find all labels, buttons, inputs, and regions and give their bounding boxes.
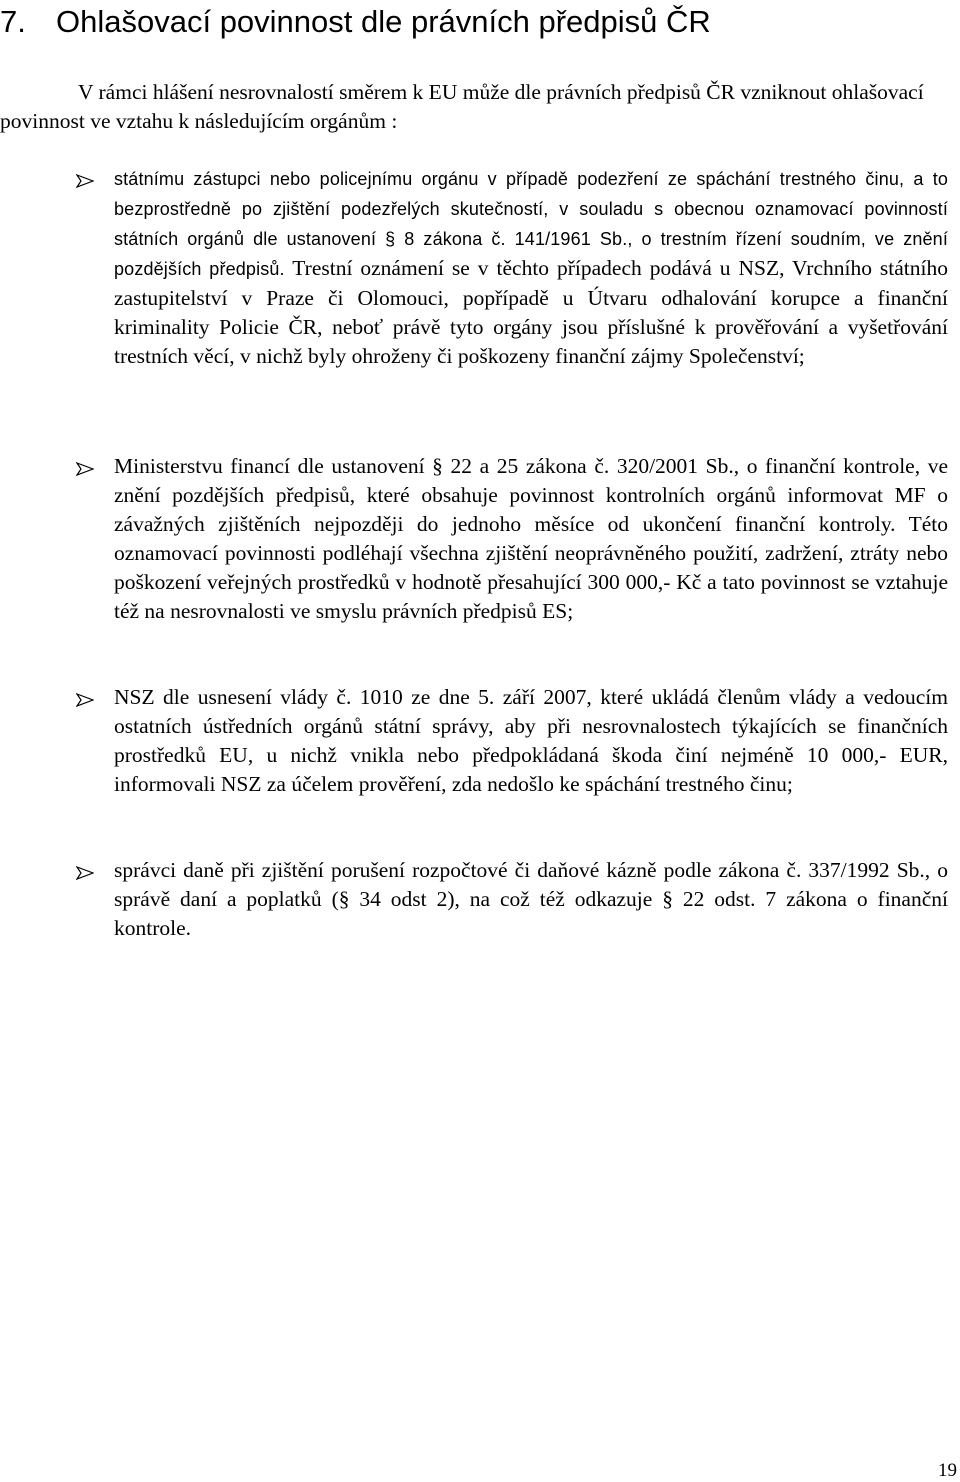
arrow-bullet-icon — [76, 693, 94, 707]
arrow-bullet-icon — [76, 174, 94, 188]
section-number: 7. — [0, 4, 26, 39]
list-item-text: správci daně při zjištění porušení rozpočtové či daňové kázně podle zákona č. 337/1992 Sb., o správě daní a poplatků (§ 34 odst 2), na což též odkazuje § 22 odst. 7 zákona o finanční kontrole. — [114, 858, 948, 940]
list-item-text-part1: státnímu zástupci nebo policejnímu orgánu v případě podezření ze spáchání trestného činu, a to bezprostředně po zjištění podezřelých skutečností, v souladu s obecnou oznamovací povinností státních orgánů dle ustanovení § 8 zákona č. 141/1961 Sb., o trestním řízení soudním, ve znění pozdějších předpisů. — [114, 169, 948, 279]
list-item — [0, 683, 960, 799]
list-item-text: Ministerstvu financí dle ustanovení § 22 a 25 zákona č. 320/2001 Sb., o finanční kontrole, ve znění pozdějších předpisů, které obsahuje povinnost kontrolních orgánů informovat MF o závažných zjištěních nejpozději do jednoho měsíce od ukončení finanční kontroly. Této oznamovací povinnosti podléhají všechna zjištění neoprávněného použití, zadržení, ztráty nebo poškození veřejných prostředků v hodnotě přesahující 300 000,- Kč a tato povinnost se vztahuje též na nesrovnalosti ve smyslu právních předpisů ES; — [114, 454, 948, 623]
page-number: 19 — [938, 1460, 957, 1481]
list-item-text-part2: Trestní oznámení se v těchto případech podává u NSZ, Vrchního státního zastupitelství v Praze či Olomouci, popřípadě u Útvaru odhalování korupce a finanční kriminality Policie ČR, neboť právě tyto orgány jsou příslušné k prověřování a vyšetřování trestních věcí, v nichž byly ohroženy či poškozeny finanční zájmy Společenství; — [114, 256, 949, 368]
section-heading — [0, 2, 960, 42]
list-item-text: NSZ dle usnesení vlády č. 1010 ze dne 5. září 2007, které ukládá členům vlády a vedoucím ostatních ústředních orgánů státní správy, aby při nesrovnalostech týkajících se finančních prostředků EU, u nichž vnikla nebo předpokládaná škoda činí nejméně 10 000,- EUR, informovali NSZ za účelem prověření, zda nedošlo ke spáchání trestného činu; — [114, 685, 948, 796]
section-title: Ohlašovací povinnost dle právních předpisů ČR — [56, 4, 711, 39]
list-item — [0, 452, 960, 626]
list-item-text — [114, 164, 948, 371]
list-item — [0, 164, 960, 371]
intro-paragraph: V rámci hlášení nesrovnalostí směrem k EU může dle právních předpisů ČR vzniknout ohlašovací povinnost ve vztahu k následujícím orgánům : — [0, 80, 924, 133]
arrow-bullet-icon — [76, 462, 94, 476]
list-item — [0, 856, 960, 943]
arrow-bullet-icon — [76, 866, 94, 880]
